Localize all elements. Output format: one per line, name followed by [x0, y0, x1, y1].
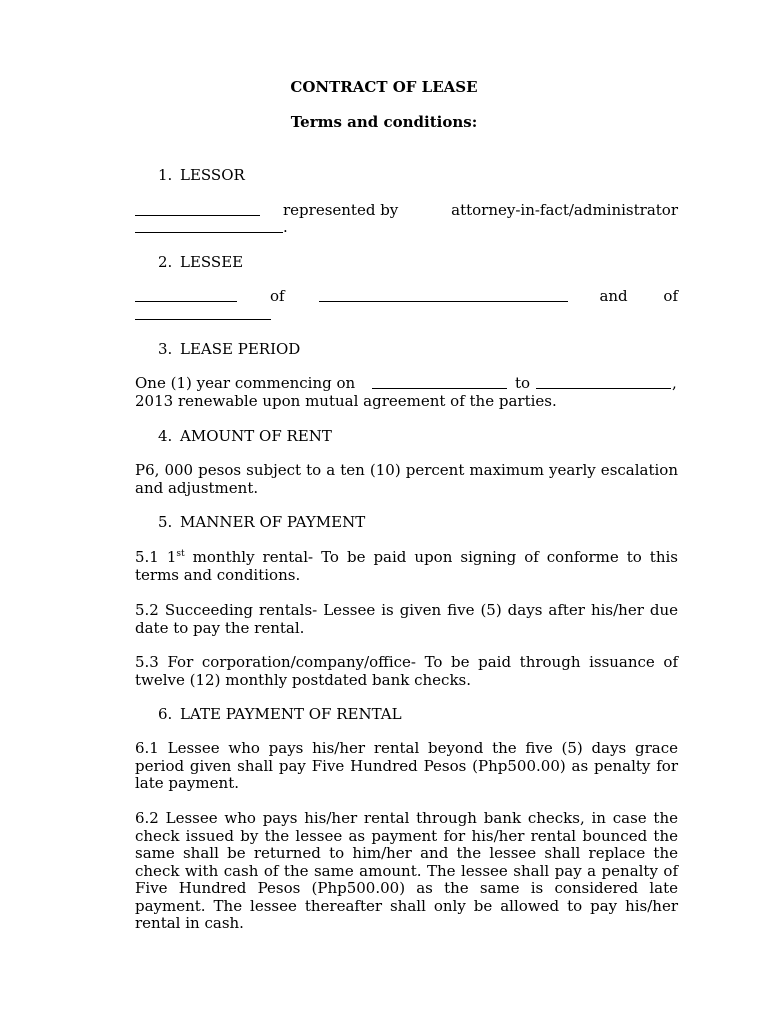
clause-5-1-prefix: 5.1 1 — [135, 548, 177, 566]
section-heading-amount-of-rent — [158, 428, 332, 446]
lessee-and-of-text: and of — [599, 287, 678, 305]
lease-period-to: to — [515, 374, 531, 392]
section-number: 6. — [158, 705, 173, 723]
section-title: LESSOR — [180, 166, 245, 184]
lessee-second-blank[interactable] — [135, 306, 271, 320]
attorney-name-blank[interactable] — [135, 219, 283, 233]
section-title: LESSEE — [180, 253, 244, 271]
section-title: LEASE PERIOD — [180, 340, 301, 358]
payment-clause-5-1 — [135, 549, 678, 584]
clause-5-1-text: monthly rental- To be paid upon signing of conforme to this terms and conditions. — [135, 548, 678, 584]
lessor-line-2 — [135, 219, 678, 237]
section-heading-lessor — [158, 167, 245, 185]
section-number: 2. — [158, 253, 173, 271]
section-heading-late-payment — [158, 706, 402, 724]
lessee-line-1 — [135, 288, 678, 306]
section-heading-lessee — [158, 254, 243, 272]
amount-of-rent-text: P6, 000 pesos subject to a ten (10) percent maximum yearly escalation and adjustment. — [135, 461, 678, 497]
clause-5-1-superscript: st — [176, 549, 185, 559]
section-heading-manner-of-payment — [158, 514, 365, 532]
represented-by-text: represented by — [283, 201, 399, 219]
section-title: AMOUNT OF RENT — [180, 427, 332, 445]
late-payment-clause-6-2: 6.2 Lessee who pays his/her rental through bank checks, in case the check issued by the lessee as payment for his/her rental bounced the same shall be returned to him/her and the lessee shall replace the check with cash of the same amount. The lessee shall pay a penalty of Five Hundred Pesos (Php500.00) as the same is considered late payment. The lessee thereafter shall only be allowed to pay his/her rental in cash. — [135, 809, 678, 932]
lessee-of-text: of — [270, 287, 285, 305]
section-heading-lease-period — [158, 341, 300, 359]
lease-period-comma: , — [672, 374, 677, 392]
section-number: 5. — [158, 513, 173, 531]
section-number: 4. — [158, 427, 173, 445]
lease-period-line-2: 2013 renewable upon mutual agreement of the parties. — [135, 392, 557, 410]
payment-clause-5-3: 5.3 For corporation/company/office- To be paid through issuance of twelve (12) monthly postdated bank checks. — [135, 653, 678, 689]
lessee-address-blank[interactable] — [319, 288, 568, 302]
lessor-line-1 — [135, 202, 678, 220]
document-title: CONTRACT OF LEASE — [290, 78, 478, 96]
section-title: MANNER OF PAYMENT — [180, 513, 366, 531]
end-date-blank[interactable] — [536, 375, 671, 389]
payment-clause-5-2: 5.2 Succeeding rentals- Lessee is given five (5) days after his/her due date to pay the rental. — [135, 601, 678, 637]
start-date-blank[interactable] — [372, 375, 507, 389]
attorney-text: attorney-in-fact/administrator — [451, 201, 678, 219]
section-title: LATE PAYMENT OF RENTAL — [180, 705, 402, 723]
lessee-name-blank[interactable] — [135, 288, 237, 302]
section-number: 1. — [158, 166, 173, 184]
lessor-name-blank[interactable] — [135, 202, 260, 216]
document-subtitle: Terms and conditions: — [290, 113, 478, 131]
lease-period-prefix: One (1) year commencing on — [135, 374, 356, 392]
lease-period-line-1 — [135, 375, 678, 393]
lessor-period: . — [283, 218, 288, 236]
section-number: 3. — [158, 340, 173, 358]
lessee-line-2 — [135, 306, 678, 324]
late-payment-clause-6-1: 6.1 Lessee who pays his/her rental beyond the five (5) days grace period given shall pay Five Hundred Pesos (Php500.00) as penalty for late payment. — [135, 739, 678, 792]
